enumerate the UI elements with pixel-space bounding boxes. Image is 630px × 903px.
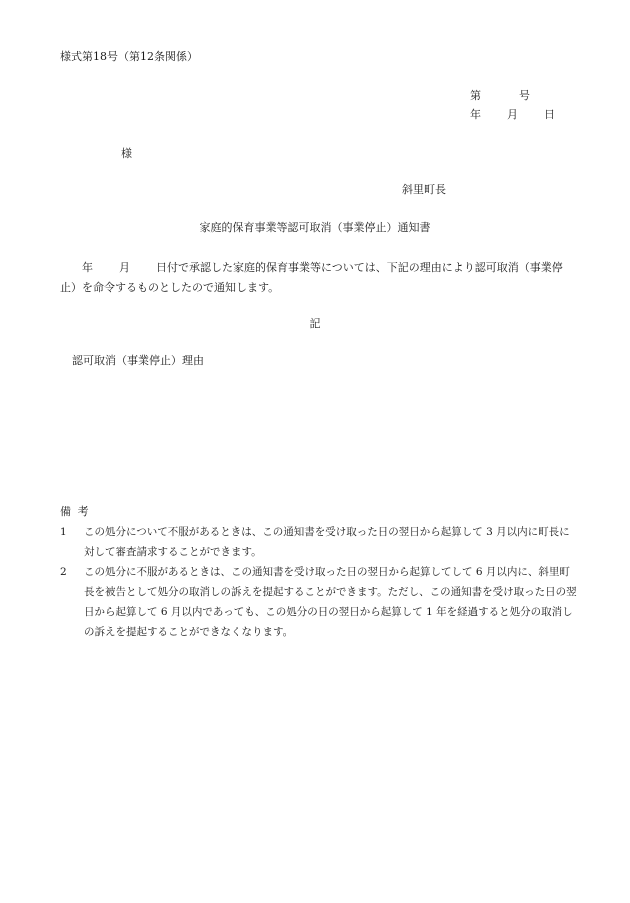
addressee: 様	[121, 147, 132, 160]
issuer: 斜里町長	[402, 183, 446, 196]
remark-item	[60, 522, 578, 562]
body-year: 年	[82, 261, 93, 274]
document-number-line	[470, 88, 530, 103]
notice-body	[60, 258, 578, 298]
number-prefix: 第	[470, 89, 481, 102]
remark-number: 1	[60, 526, 67, 538]
date-month: 月	[507, 108, 518, 121]
ki-heading: 記	[309, 317, 321, 330]
remarks-list	[60, 522, 578, 642]
date-year: 年	[470, 108, 481, 121]
form-number: 様式第18号（第12条関係）	[60, 50, 198, 63]
remark-text: この処分について不服があるときは、この通知書を受け取った日の翌日から起算して 3 月以内に町長に対して審査請求することができます。	[84, 526, 570, 558]
body-month: 月	[119, 261, 130, 274]
body-text: 日付で承認した家庭的保育事業等については、下記の理由により認可取消（事業停止）を命令するものとしたので通知します。	[60, 261, 563, 294]
remarks-heading: 備考	[60, 505, 96, 518]
number-suffix: 号	[519, 89, 530, 102]
remark-text: この処分に不服があるときは、この通知書を受け取った日の翌日から起算してして 6 月以内に、斜里町長を被告として処分の取消しの訴えを提起することができます。ただし、この通知書を受け取った日の翌日から起算して 6 月以内であっても、この処分の日の翌日から起算して 1 年を経過すると処分の取消しの訴えを提起することができなくなります。	[84, 566, 577, 638]
remark-number: 2	[60, 566, 67, 578]
date-line	[470, 107, 555, 122]
document-title: 家庭的保育事業等認可取消（事業停止）通知書	[199, 221, 431, 234]
remark-item	[60, 562, 578, 642]
reason-label: 認可取消（事業停止）理由	[72, 354, 204, 367]
date-day: 日	[544, 108, 555, 121]
